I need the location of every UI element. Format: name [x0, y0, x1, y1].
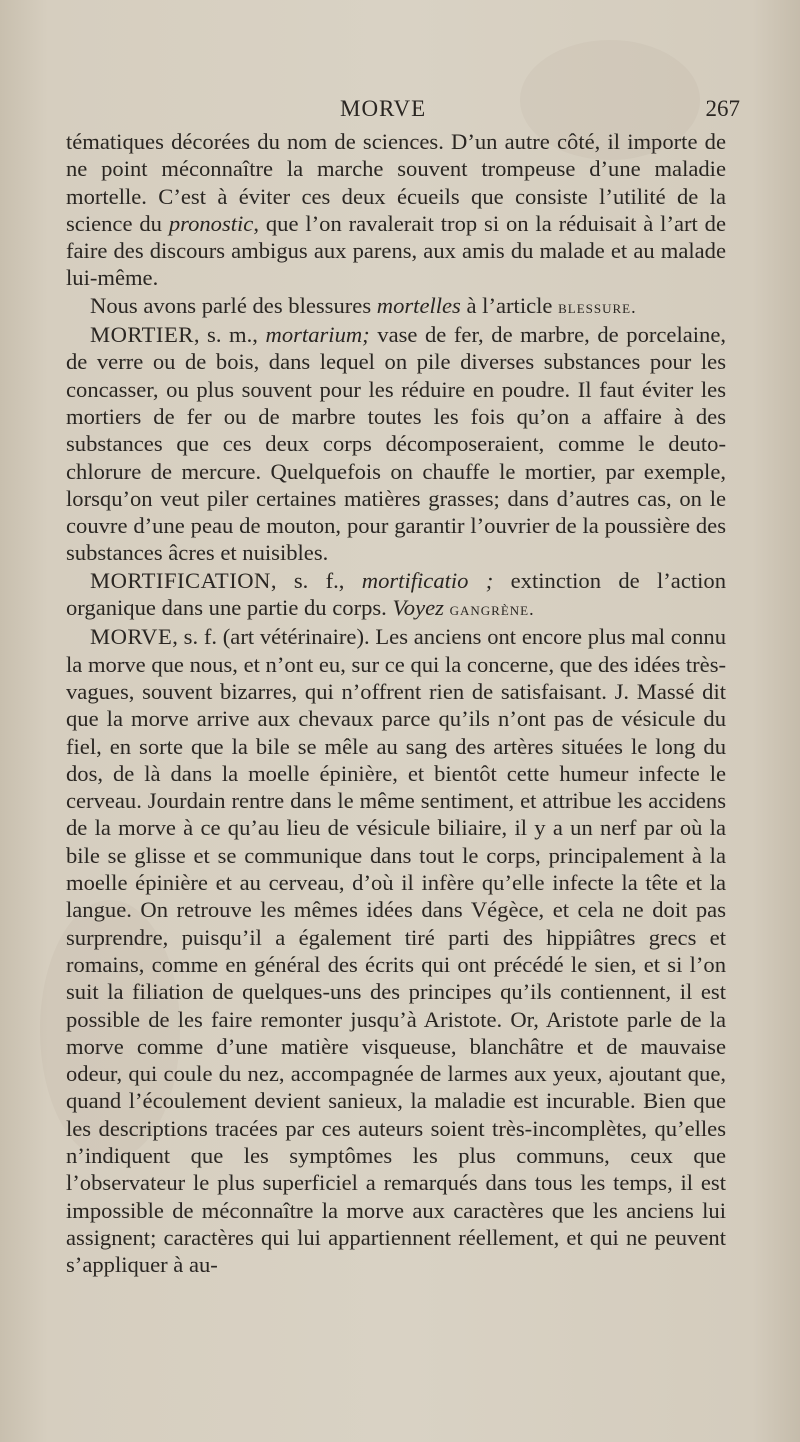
italic-term: pronostic	[168, 210, 254, 236]
running-head: MORVE	[340, 96, 427, 121]
text: Nous avons parlé des blessures	[90, 292, 377, 318]
text: , s. f.,	[270, 567, 362, 593]
headword: MORVE	[90, 624, 173, 650]
text: , que l’on ravalerait trop si on la réduisait à l’art de faire des discours ambigus aux parens, aux amis du malade et au malade lui-même.	[66, 210, 726, 291]
text: à l’article	[460, 292, 559, 318]
text: tématiques décorées du nom de sciences. D’un autre côté, il importe de ne point méconnaître la marche souvent trompeuse d’une maladie mortelle. C’est à éviter ces deux écueils que consiste l’utilité de la science du	[66, 129, 726, 236]
cross-reference: gangrène.	[449, 599, 535, 620]
latin-term: mortarium;	[265, 322, 370, 348]
headword: MORTIER	[90, 322, 194, 348]
entry-mortier	[66, 321, 726, 567]
entry-mortification	[66, 567, 726, 624]
page-header	[60, 96, 740, 132]
text: vase de fer, de marbre, de porcelaine, de verre ou de bois, dans lequel on pile diverses substances pour les concasser, ou plus souvent pour les réduire en poudre. Il faut éviter les mortiers de fer ou de marbre toutes les fois qu’on a affaire à des substances que ces deux corps décomposeraient, comme le deuto-chlorure de mercure. Quelquefois on chauffe le mortier, par exemple, lorsqu’on veut piler certaines matières grasses; dans d’autres cas, on le couvre d’une peau de mouton, pour garantir l’ouvrier de la poussière des substances âcres et nuisibles.	[66, 322, 727, 566]
headword: MORTIFICATION	[90, 567, 271, 593]
paragraph-blessures	[66, 292, 726, 321]
latin-term: mortificatio ;	[361, 567, 494, 593]
italic-term: mortelles	[376, 292, 461, 318]
text: extinction de l’action organique dans une partie du corps.	[66, 567, 726, 621]
see-also: Voyez	[392, 595, 444, 621]
text: , s. f. (art vétérinaire). Les anciens ont encore plus mal connu la morve que nous, et n’ont eu, sur ce qui la concerne, que des idées très-vagues, souvent bizarres, qui n’offrent rien de satisfaisant. J. Massé dit que la morve arrive aux chevaux parce qu’ils n’ont pas de vésicule du fiel, en sorte que la bile se mêle au sang des artères situées le long du dos, de là dans la moelle épinière, et bientôt cette humeur infecte le cerveau. Jourdain rentre dans le même sentiment, et attribue les accidens de la morve à ce qu’au lieu de vésicule biliaire, il y a un nerf par où la bile se glisse et se communique dans tout le corps, principalement à la moelle épinière et au cerveau, d’où il infère qu’elle infecte la tête et la langue. On retrouve les mêmes idées dans Végèce, et cela ne doit pas surprendre, puisqu’il a également tiré parti des hippiâtres grecs et romains, comme en général des écrits qui ont précédé le sien, et si l’on suit la filiation de quelques-uns des principes qu’ils contiennent, il est possible de les faire remonter jusqu’à Aristote. Or, Aristote parle de la morve comme d’une matière visqueuse, blanchâtre et de mauvaise odeur, qui coule du nez, accompagnée de larmes aux yeux, ajoutant que, quand l’écoulement devient sanieux, la maladie est incurable. Bien que les descriptions tracées par ces auteurs soient très-incomplètes, qu’elles n’indiquent que les symptômes les plus communs, ceux que l’observateur le plus superficiel a remarqués dans tous les temps, il est impossible de méconnaître la morve aux caractères que les anciens lui assignent; caractères qui lui appartiennent réellement, et qui ne peuvent s’appliquer à au-	[66, 624, 727, 1278]
page-body	[66, 128, 726, 1278]
text: , s. m.,	[193, 322, 266, 348]
cross-reference: blessure.	[558, 296, 637, 317]
paragraph-morve-continuation	[66, 128, 726, 292]
page-number: 267	[705, 96, 740, 121]
entry-morve	[66, 623, 726, 1278]
